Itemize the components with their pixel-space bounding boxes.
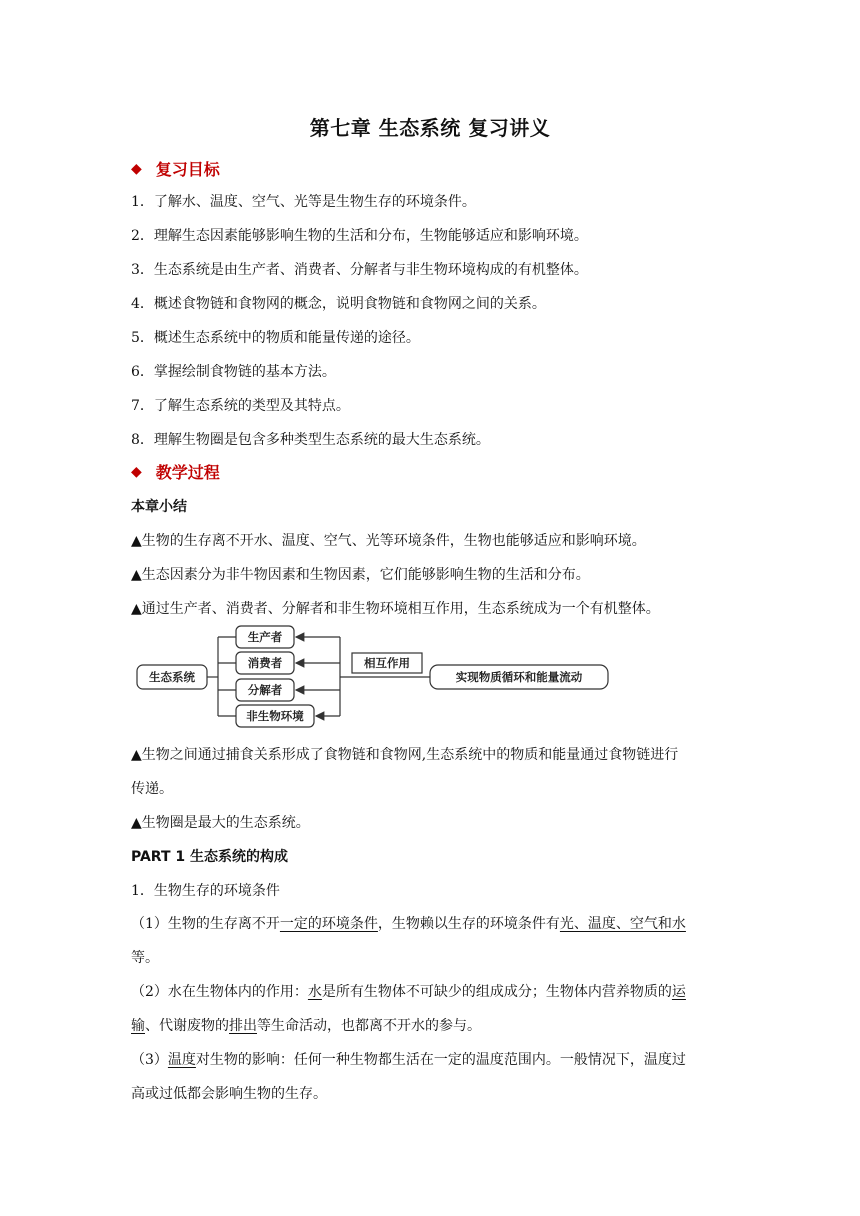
diamond-icon: ◆ bbox=[131, 463, 142, 480]
goal-item: 2．理解生态因素能够影响生物的生活和分布，生物能够适应和影响环境。 bbox=[131, 228, 588, 244]
text-run: 、代谢废物的 bbox=[145, 1018, 229, 1034]
diagram-component-label: 消费者 bbox=[247, 656, 283, 670]
summary-item: ▲生物之间通过捕食关系形成了食物链和食物网,生态系统中的物质和能量通过食物链进行 bbox=[131, 747, 679, 763]
goal-item: 6．掌握绘制食物链的基本方法。 bbox=[131, 364, 336, 380]
diagram-interaction-label: 相互作用 bbox=[364, 656, 410, 670]
summary-item: ▲通过生产者、消费者、分解者和非生物环境相互作用，生态系统成为一个有机整体。 bbox=[131, 601, 660, 617]
underlined-term: 光、温度、空气和水 bbox=[559, 916, 686, 932]
paragraph bbox=[131, 981, 731, 1001]
text-run: ，生物赖以生存的环境条件有 bbox=[377, 916, 560, 932]
paragraph bbox=[131, 913, 731, 933]
section-heading-process bbox=[131, 460, 220, 483]
diagram-result-label: 实现物质循环和能量流动 bbox=[455, 670, 583, 684]
goal-item: 5．概述生态系统中的物质和能量传递的途径。 bbox=[131, 330, 420, 346]
text-run: 是所有生物体不可缺少的组成成分；生物体内营养物质的 bbox=[321, 984, 672, 1000]
diagram-component-label: 生产者 bbox=[247, 630, 283, 644]
underlined-term: 一定的环境条件 bbox=[279, 916, 378, 932]
diagram-component-label: 非生物环境 bbox=[246, 709, 304, 723]
underlined-term: 输 bbox=[131, 1018, 145, 1034]
paragraph-cont: 高或过低都会影响生物的生存。 bbox=[131, 1086, 327, 1102]
diagram-component-label: 分解者 bbox=[247, 683, 283, 697]
subheading: 1．生物生存的环境条件 bbox=[131, 883, 280, 899]
underlined-term: 排出 bbox=[229, 1018, 257, 1034]
text-run: （3） bbox=[131, 1052, 168, 1068]
ecosystem-diagram bbox=[130, 622, 620, 730]
summary-heading: 本章小结 bbox=[131, 499, 187, 515]
section-heading-text: 教学过程 bbox=[155, 463, 220, 482]
paragraph bbox=[131, 1049, 731, 1069]
goal-item: 3．生态系统是由生产者、消费者、分解者与非生物环境构成的有机整体。 bbox=[131, 262, 588, 278]
goal-item: 7．了解生态系统的类型及其特点。 bbox=[131, 398, 350, 414]
diamond-icon: ◆ bbox=[131, 160, 142, 177]
text-run: （2）水在生物体内的作用： bbox=[131, 984, 308, 1000]
text-run: （1）生物的生存离不开 bbox=[131, 916, 280, 932]
summary-item: ▲生物的生存离不开水、温度、空气、光等环境条件，生物也能够适应和影响环境。 bbox=[131, 533, 646, 549]
goal-item: 1．了解水、温度、空气、光等是生物生存的环境条件。 bbox=[131, 194, 476, 210]
paragraph-cont: 等。 bbox=[131, 950, 159, 966]
section-heading-goals bbox=[131, 157, 220, 180]
paragraph-cont bbox=[131, 1015, 731, 1035]
section-heading-text: 复习目标 bbox=[155, 160, 220, 179]
diagram-root-label: 生态系统 bbox=[149, 670, 195, 684]
document-title: 第七章 生态系统 复习讲义 bbox=[309, 116, 551, 140]
text-run: 对生物的影响：任何一种生物都生活在一定的温度范围内。一般情况下，温度过 bbox=[195, 1052, 686, 1068]
part-heading: PART 1 生态系统的构成 bbox=[131, 849, 289, 865]
goal-item: 8．理解生物圈是包含多种类型生态系统的最大生态系统。 bbox=[131, 432, 490, 448]
underlined-term: 水 bbox=[307, 984, 322, 1000]
summary-item: ▲生态因素分为非牛物因素和生物因素，它们能够影响生物的生活和分布。 bbox=[131, 567, 590, 583]
text-run: 等生命活动，也都离不开水的参与。 bbox=[257, 1018, 481, 1034]
summary-item-cont: 传递。 bbox=[131, 781, 173, 797]
underlined-term: 温度 bbox=[167, 1052, 196, 1068]
goal-item: 4．概述食物链和食物网的概念，说明食物链和食物网之间的关系。 bbox=[131, 296, 546, 312]
underlined-term: 运 bbox=[671, 984, 686, 1000]
summary-item: ▲生物圈是最大的生态系统。 bbox=[131, 815, 310, 831]
